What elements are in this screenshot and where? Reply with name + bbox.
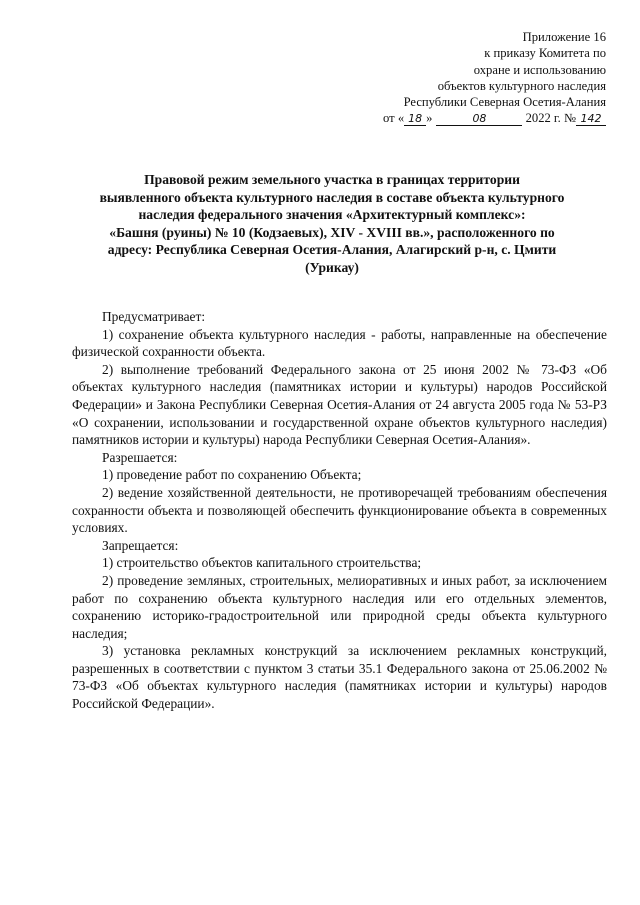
title-line: наследия федерального значения «Архитектурный комплекс»: xyxy=(138,207,526,223)
appendix-line: объектов культурного наследия xyxy=(437,78,606,93)
appendix-line: к приказу Комитета по xyxy=(484,46,606,61)
list-item: 1) проведение работ по сохранению Объекта; xyxy=(102,467,362,483)
appendix-line: Приложение 16 xyxy=(522,30,606,44)
list-item: 2) выполнение требований Федерального закона от 25 июня 2002 № 73-ФЗ «Об объектах культурного наследия (памятниках истории и культуры) народов Российской Федерации» и Закона Республики Северная Осетия-Алания от 24 августа 2005 года № 53-РЗ «О сохранении, использовании и государственной охране объектов культурного наследия) памятников истории и культуры) народа Республики Северная Осетия-Алания». xyxy=(72,361,607,448)
title-line: адресу: Республика Северная Осетия-Алания, Алагирский р-н, с. Цмити xyxy=(107,242,557,258)
title-line: «Башня (руины) № 10 (Кодзаевых), XIV - XVIII вв.», расположенного по xyxy=(109,224,555,240)
date-month-handwritten: 08 xyxy=(436,113,522,126)
section-heading: Запрещается: xyxy=(102,537,179,553)
order-date-line xyxy=(306,110,606,126)
list-item: 1) строительство объектов капитального строительства; xyxy=(102,555,422,571)
appendix-line: охране и использованию xyxy=(473,62,606,77)
appendix-header xyxy=(306,29,606,127)
appendix-line: Республики Северная Осетия-Алания xyxy=(403,95,606,110)
document-body xyxy=(72,308,607,713)
list-item: 2) проведение земляных, строительных, мелиоративных и иных работ, за исключением работ по сохранению объекта культурного наследия или его отдельных элементов, сохранению историко-градостроительной или природной среды объекта культурного наследия; xyxy=(72,572,607,641)
list-item: 1) сохранение объекта культурного наследия - работы, направленные на обеспечение физической сохранности объекта. xyxy=(72,326,607,360)
list-item: 2) ведение хозяйственной деятельности, не противоречащей требованиям обеспечения сохранности объекта и позволяющей обеспечить функционирование объекта в современных условиях. xyxy=(72,484,607,536)
date-day-handwritten: 18 xyxy=(404,113,426,126)
date-year: 2022 г. № xyxy=(525,111,576,126)
document-title xyxy=(82,171,582,277)
title-line: выявленного объекта культурного наследия в составе объекта культурного xyxy=(99,189,565,205)
date-mid: » xyxy=(426,111,433,126)
title-line: (Урикау) xyxy=(305,259,359,275)
order-number-handwritten: 142 xyxy=(576,113,606,126)
section-heading: Предусматривает: xyxy=(102,309,206,324)
title-line: Правовой режим земельного участка в границах территории xyxy=(144,172,520,187)
section-heading: Разрешается: xyxy=(102,449,178,465)
list-item: 3) установка рекламных конструкций за исключением рекламных конструкций, разрешенных в соответствии с пунктом 3 статьи 35.1 Федерального закона от 25.06.2002 № 73-ФЗ «Об объектах культурного наследия (памятниках истории и культуры) народов Российской Федерации». xyxy=(72,643,607,712)
date-prefix: от « xyxy=(383,111,405,126)
